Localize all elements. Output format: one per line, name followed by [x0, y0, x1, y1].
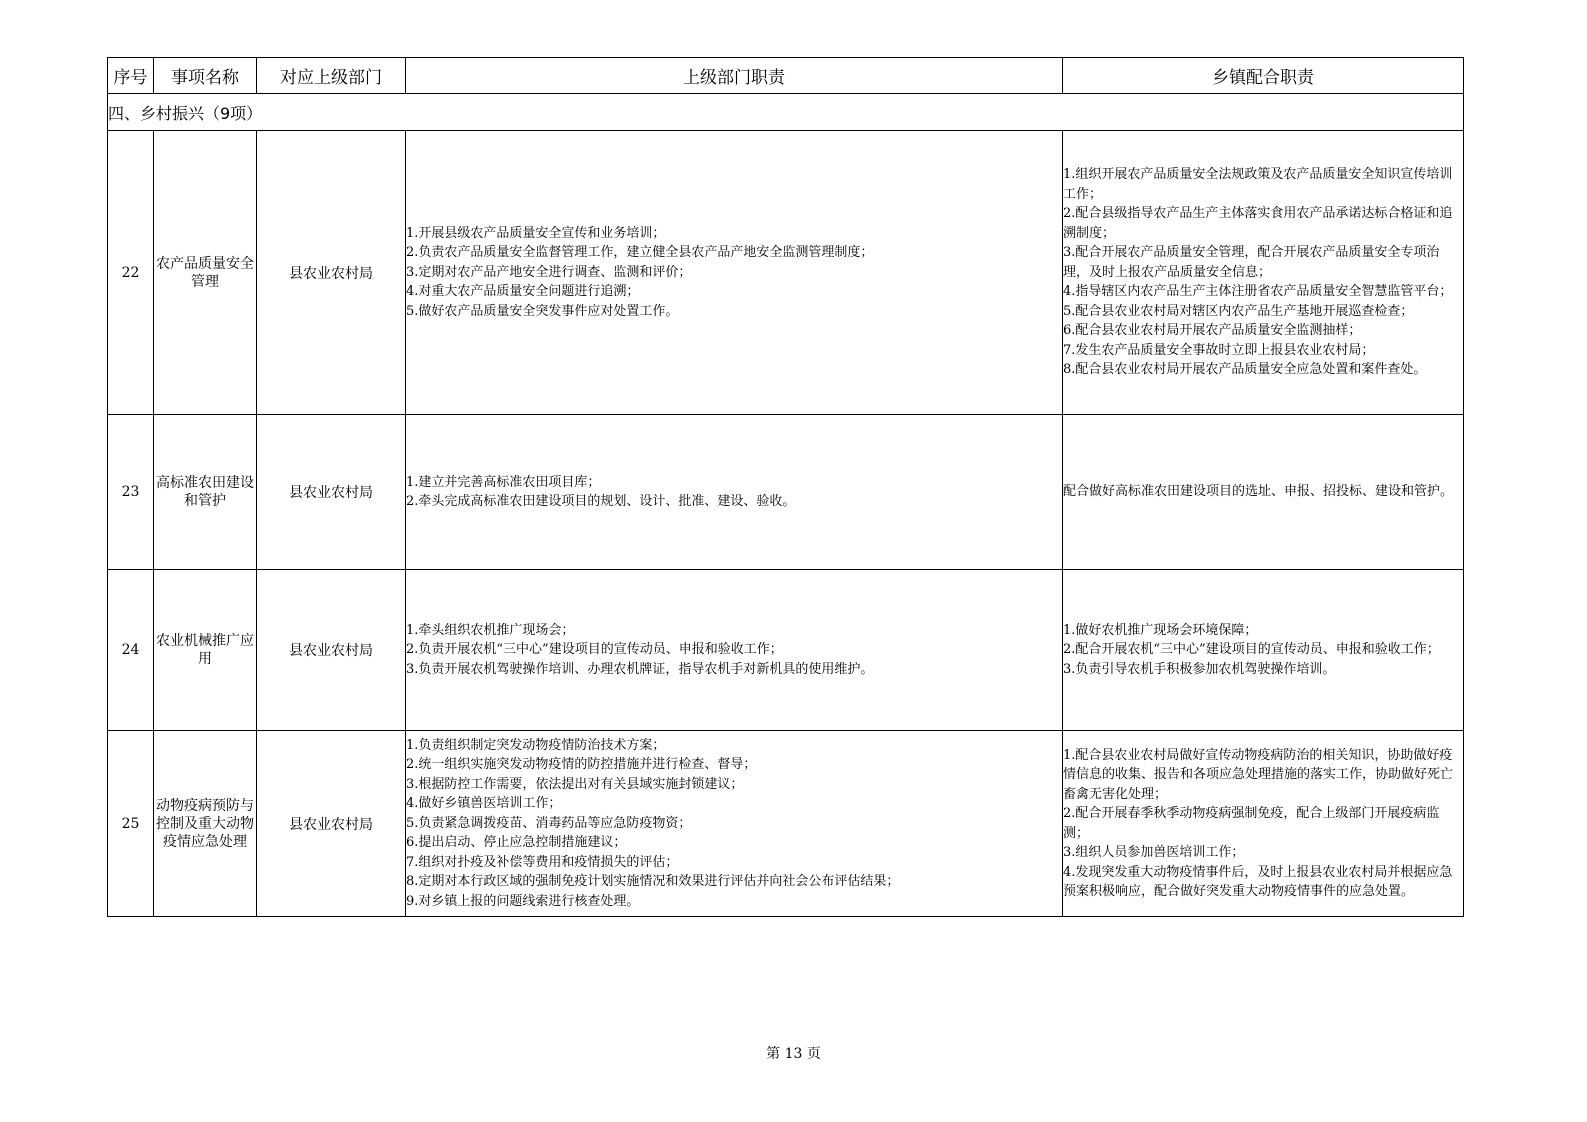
town-duty-cell	[1063, 731, 1464, 917]
town-duty-item: 4.指导辖区内农产品生产主体注册省农产品质量安全智慧监管平台；	[1063, 284, 1453, 300]
town-duty-item: 3.配合开展农产品质量安全管理，配合开展农产品质量安全专项治理，及时上报农产品质量安全信息；	[1063, 245, 1440, 280]
upper-duty-item: 2.牵头完成高标准农田建设项目的规划、设计、批准、建设、验收。	[406, 494, 796, 509]
item-name: 高标准农田建设和管护	[154, 415, 257, 570]
page-number: 第 13 页	[766, 1046, 821, 1062]
upper-duty-item: 4.做好乡镇兽医培训工作；	[406, 796, 562, 812]
row-number: 22	[108, 131, 154, 415]
header-upper-duty: 上级部门职责	[406, 58, 1063, 94]
dept-name: 县农业农村局	[257, 131, 406, 415]
upper-duty-item: 1.建立并完善高标准农田项目库；	[406, 474, 601, 490]
upper-duty-item: 1.牵头组织农机推广现场会；	[406, 622, 575, 638]
upper-duty-item: 3.根据防控工作需要，依法提出对有关县域实施封锁建议；	[406, 776, 744, 792]
town-duty-item: 8.配合县农业农村局开展农产品质量安全应急处置和案件查处。	[1063, 362, 1427, 378]
upper-duty-item: 9.对乡镇上报的问题线索进行核查处理。	[406, 893, 640, 909]
town-duty-cell	[1063, 570, 1464, 731]
item-name: 动物疫病预防与控制及重大动物疫情应急处理	[154, 731, 257, 917]
upper-duty-item: 2.负责农产品质量安全监督管理工作，建立健全县农产品产地安全监测管理制度；	[406, 245, 874, 261]
header-item-name: 事项名称	[154, 58, 257, 94]
table-row	[108, 731, 1464, 917]
town-duty-cell	[1063, 415, 1464, 570]
upper-duty-item: 2.统一组织实施突发动物疫情的防控措施并进行检查、督导；	[406, 757, 757, 773]
row-number: 23	[108, 415, 154, 570]
dept-name: 县农业农村局	[257, 731, 406, 917]
item-name: 农产品质量安全管理	[154, 131, 257, 415]
town-duty-cell	[1063, 131, 1464, 415]
town-duty-item: 1.做好农机推广现场会环境保障；	[1063, 622, 1258, 638]
upper-duty-cell	[406, 731, 1063, 917]
table-header-row	[108, 58, 1464, 94]
duty-table	[107, 57, 1464, 917]
town-duty-item: 2.配合县级指导农产品生产主体落实食用农产品承诺达标合格证和追溯制度；	[1063, 206, 1453, 241]
section-row	[108, 94, 1464, 131]
upper-duty-item: 1.开展县级农产品质量安全宣传和业务培训；	[406, 225, 666, 241]
upper-duty-cell	[406, 415, 1063, 570]
town-duty-item: 1.配合县农业农村局做好宣传动物疫病防治的相关知识，协助做好疫情信息的收集、报告和各项应急处理措施的落实工作，协助做好死亡畜禽无害化处理；	[1063, 747, 1454, 802]
upper-duty-item: 3.负责开展农机驾驶操作培训、办理农机牌证，指导农机手对新机具的使用维护。	[406, 661, 874, 677]
table-row	[108, 570, 1464, 731]
upper-duty-item: 7.组织对扑疫及补偿等费用和疫情损失的评估；	[406, 854, 679, 870]
row-number: 24	[108, 570, 154, 731]
upper-duty-cell	[406, 131, 1063, 415]
dept-name: 县农业农村局	[257, 415, 406, 570]
town-duty-item: 4.发现突发重大动物疫情事件后，及时上报县农业农村局并根据应急预案积极响应，配合做好突发重大动物疫情事件的应急处置。	[1063, 864, 1453, 899]
upper-duty-item: 4.对重大农产品质量安全问题进行追溯；	[406, 284, 640, 300]
upper-duty-item: 5.做好农产品质量安全突发事件应对处置工作。	[406, 303, 679, 319]
town-duty-item: 3.组织人员参加兽医培训工作；	[1063, 845, 1245, 860]
item-name: 农业机械推广应用	[154, 570, 257, 731]
town-duty-item: 1.组织开展农产品质量安全法规政策及农产品质量安全知识宣传培训工作；	[1063, 167, 1453, 202]
table-row	[108, 415, 1464, 570]
upper-duty-item: 1.负责组织制定突发动物疫情防治技术方案；	[406, 737, 666, 753]
town-duty-item: 配合做好高标准农田建设项目的选址、申报、招投标、建设和管护。	[1063, 484, 1454, 500]
town-duty-item: 2.配合开展春季秋季动物疫病强制免疫，配合上级部门开展疫病监测；	[1063, 806, 1440, 841]
upper-duty-item: 5.负责紧急调拨疫苗、消毒药品等应急防疫物资；	[406, 815, 692, 831]
section-title: 四、乡村振兴（9项）	[108, 94, 1464, 131]
upper-duty-item: 6.提出启动、停止应急控制措施建议；	[406, 835, 627, 851]
town-duty-item: 3.负责引导农机手积极参加农机驾驶操作培训。	[1063, 661, 1336, 677]
row-number: 25	[108, 731, 154, 917]
upper-duty-item: 8.定期对本行政区域的强制免疫计划实施情况和效果进行评估并向社会公布评估结果；	[406, 874, 900, 890]
town-duty-item: 6.配合县农业农村局开展农产品质量安全监测抽样；	[1063, 323, 1362, 339]
upper-duty-item: 3.定期对农产品产地安全进行调查、监测和评价；	[406, 264, 692, 280]
town-duty-item: 7.发生农产品质量安全事故时立即上报县农业农村局；	[1063, 342, 1375, 358]
town-duty-item: 2.配合开展农机“三中心”建设项目的宣传动员、申报和验收工作；	[1063, 642, 1440, 658]
upper-duty-item: 2.负责开展农机“三中心”建设项目的宣传动员、申报和验收工作；	[406, 642, 783, 658]
town-duty-item: 5.配合县农业农村局对辖区内农产品生产基地开展巡查检查；	[1063, 303, 1414, 319]
header-town-duty: 乡镇配合职责	[1063, 58, 1464, 94]
header-dept: 对应上级部门	[257, 58, 406, 94]
dept-name: 县农业农村局	[257, 570, 406, 731]
upper-duty-cell	[406, 570, 1063, 731]
header-no: 序号	[108, 58, 154, 94]
table-row	[108, 131, 1464, 415]
